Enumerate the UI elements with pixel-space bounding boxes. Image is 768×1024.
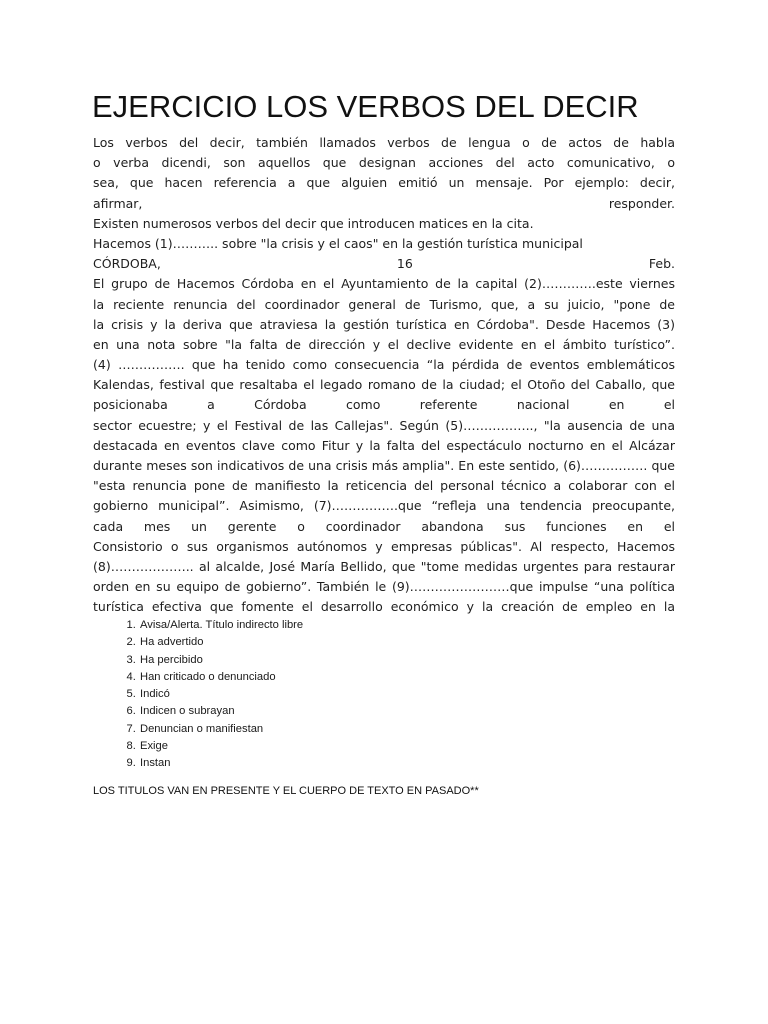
- answer-item: 9. Instan: [139, 755, 493, 772]
- text-line: turística efectiva que fomente el desarrollo económico y la creación de empleo en la: [93, 599, 675, 615]
- text-line: destacada en eventos clave como Fitur y la falta del espectáculo nocturno en el Alcázar: [93, 437, 675, 453]
- text-line: la crisis y la deriva que atraviesa la gestión turística en Córdoba". Desde Hacemos (3): [93, 316, 675, 332]
- text-line: CÓRDOBA, 16 Feb.: [93, 256, 675, 272]
- answer-item: 4. Han criticado o denunciado: [139, 669, 493, 686]
- text-line: afirmar, responder.: [93, 195, 675, 211]
- answer-item: 8. Exige: [139, 738, 493, 755]
- answer-item: 6. Indicen o subrayan: [139, 703, 493, 720]
- text-line: (8)……………….. al alcalde, José María Bellido, que "tome medidas urgentes para restaurar: [93, 558, 675, 574]
- text-line: o verba dicendi, son aquellos que designan acciones del acto comunicativo, o: [93, 155, 675, 171]
- text-line: gobierno municipal”. Asimismo, (7)…………….que “refleja una tendencia preocupante,: [93, 498, 675, 514]
- text-line: durante meses son indicativos de una crisis más amplia". En este sentido, (6)……………. que: [93, 458, 675, 473]
- text-line: Hacemos (1)……….. sobre "la crisis y el caos" en la gestión turística municipal: [93, 235, 583, 251]
- text-line: Los verbos del decir, también llamados verbos de lengua o de actos de habla: [93, 135, 675, 150]
- answer-item: 2. Ha advertido: [139, 634, 493, 651]
- text-line: El grupo de Hacemos Córdoba en el Ayuntamiento de la capital (2)………….este viernes: [93, 276, 675, 292]
- answer-list: [93, 617, 493, 773]
- text-line: "esta renuncia pone de manifiesto la reticencia del personal técnico a colaborar con el: [93, 478, 675, 494]
- answer-item: 7. Denuncian o manifiestan: [139, 721, 493, 738]
- text-line: orden en su equipo de gobierno”. También le (9)……………………que impulse “una política: [93, 579, 675, 595]
- exercise-text: [93, 133, 675, 618]
- text-line: Consistorio o sus organismos autónomos y empresas públicas". Al respecto, Hacemos: [93, 538, 675, 554]
- footer-note: LOS TITULOS VAN EN PRESENTE Y EL CUERPO DE TEXTO EN PASADO**: [93, 785, 479, 797]
- text-line: sea, que hacen referencia a que alguien emitió un mensaje. Por ejemplo: decir,: [93, 175, 675, 191]
- page-title: EJERCICIO LOS VERBOS DEL DECIR: [92, 89, 639, 124]
- text-line: la reciente renuncia del coordinador general de Turismo, que, a su juicio, "pone de: [93, 296, 675, 312]
- answer-item: 1. Avisa/Alerta. Título indirecto libre: [139, 617, 493, 634]
- text-line: Existen numerosos verbos del decir que introducen matices en la cita.: [93, 215, 534, 231]
- text-line: Kalendas, festival que resaltaba el legado romano de la ciudad; el Otoño del Caballo, que: [93, 377, 675, 393]
- answer-item: 3. Ha percibido: [139, 652, 493, 669]
- text-line: sector ecuestre; y el Festival de las Callejas". Según (5)…………….., "la ausencia de una: [93, 417, 675, 433]
- text-line: posicionaba a Córdoba como referente nacional en el: [93, 397, 675, 413]
- answer-item: 5. Indicó: [139, 686, 493, 703]
- text-line: en una nota sobre "la falta de dirección y el declive evidente en el ámbito turístico”.: [93, 336, 675, 352]
- text-line: cada mes un gerente o coordinador abandona sus funciones en el: [93, 518, 675, 534]
- text-line: (4) ……………. que ha tenido como consecuencia “la pérdida de eventos emblemáticos: [93, 357, 675, 373]
